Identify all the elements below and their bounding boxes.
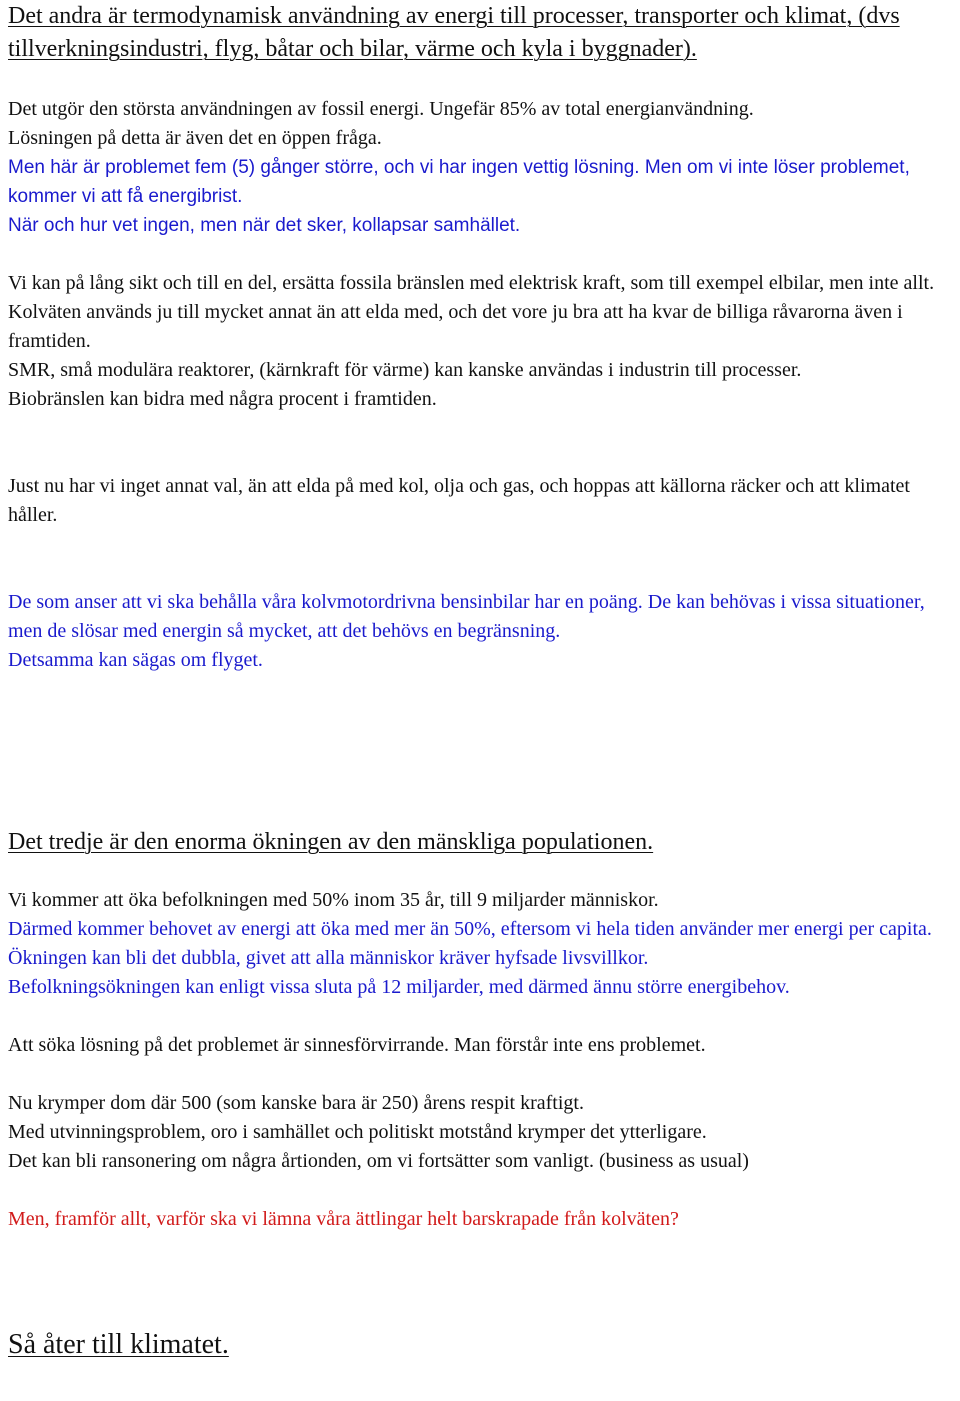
paragraph-confusing-problem: Att söka lösning på det problemet är sinnesförvirrande. Man förstår inte ens problemet. [8,1034,706,1056]
paragraph-population-growth: Vi kommer att öka befolkningen med 50% inom 35 år, till 9 miljarder människor. [8,889,659,911]
section-heading-termodynamisk: Det andra är termodynamisk användning av energi till processer, transporter och klimat, (dvs tillverkningsindustri, flyg, båtar och bilar, värme och kyla i byggnader). [8,3,900,62]
spacer [8,1060,958,1089]
paragraph-problem-five-times: Men här är problemet fem (5) gånger större, och vi har ingen vettig lösning. Men om vi inte löser problemet, kommer vi att få energibrist. [8,157,910,207]
paragraph-respite-shrinks: Nu krymper dom där 500 (som kanske bara är 250) årens respit kraftigt. [8,1092,584,1114]
spacer [8,1234,958,1328]
paragraph-energy-demand: Därmed kommer behovet av energi att öka med mer än 50%, eftersom vi hela tiden använder mer energi per capita. [8,918,932,940]
paragraph-double-increase: Ökningen kan bli det dubbla, givet att alla människor kräver hyfsade livsvillkor. [8,947,649,969]
paragraph-extraction-problems: Med utvinningsproblem, oro i samhället och politiskt motstånd krymper det ytterligare. [8,1121,707,1143]
paragraph-aviation: Detsamma kan sägas om flyget. [8,649,263,671]
spacer [8,240,958,269]
paragraph-smr: SMR, små modulära reaktorer, (kärnkraft för värme) kan kanske användas i industrin till processer. [8,359,802,381]
paragraph-descendants-question: Men, framför allt, varför ska vi lämna våra ättlingar helt barskrapade från kolväten? [8,1208,679,1230]
paragraph-hydrocarbons-raw-material: Kolväten används ju till mycket annat än att elda med, och det vore ju bra att ha kvar de billiga råvarorna även i framtiden. [8,301,903,352]
spacer [8,859,958,886]
paragraph-twelve-billion: Befolkningsökningen kan enligt vissa sluta på 12 miljarder, med därmed ännu större energibehov. [8,976,790,998]
paragraph-biofuels: Biobränslen kan bidra med några procent i framtiden. [8,388,437,410]
paragraph-open-question: Lösningen på detta är även det en öppen fråga. [8,127,382,149]
paragraph-petrol-cars: De som anser att vi ska behålla våra kolvmotordrivna bensinbilar har en poäng. De kan behövas i vissa situationer, men de slösar med energin så mycket, att det behövs en begränsning. [8,591,925,642]
spacer [8,1002,958,1031]
spacer [8,675,958,826]
paragraph-rationing: Det kan bli ransonering om några årtionden, om vi fortsätter som vanligt. (business as usual) [8,1150,749,1172]
section-heading-climate: Så åter till klimatet. [8,1329,229,1360]
spacer [8,414,958,472]
spacer [8,1176,958,1205]
document-body [8,0,958,1362]
paragraph-no-other-choice: Just nu har vi inget annat val, än att elda på med kol, olja och gas, och hoppas att källorna räcker och att klimatet håller. [8,475,910,526]
section-heading-population: Det tredje är den enorma ökningen av den mänskliga populationen. [8,829,654,855]
paragraph-electric-replacement: Vi kan på lång sikt och till en del, ersätta fossila bränslen med elektrisk kraft, som till exempel elbilar, men inte allt. [8,272,935,294]
paragraph-society-collapse: När och hur vet ingen, men när det sker, kollapsar samhället. [8,215,521,236]
spacer [8,530,958,588]
spacer [8,66,958,95]
paragraph-fossil-share: Det utgör den största användningen av fossil energi. Ungefär 85% av total energianvändning. [8,98,754,120]
